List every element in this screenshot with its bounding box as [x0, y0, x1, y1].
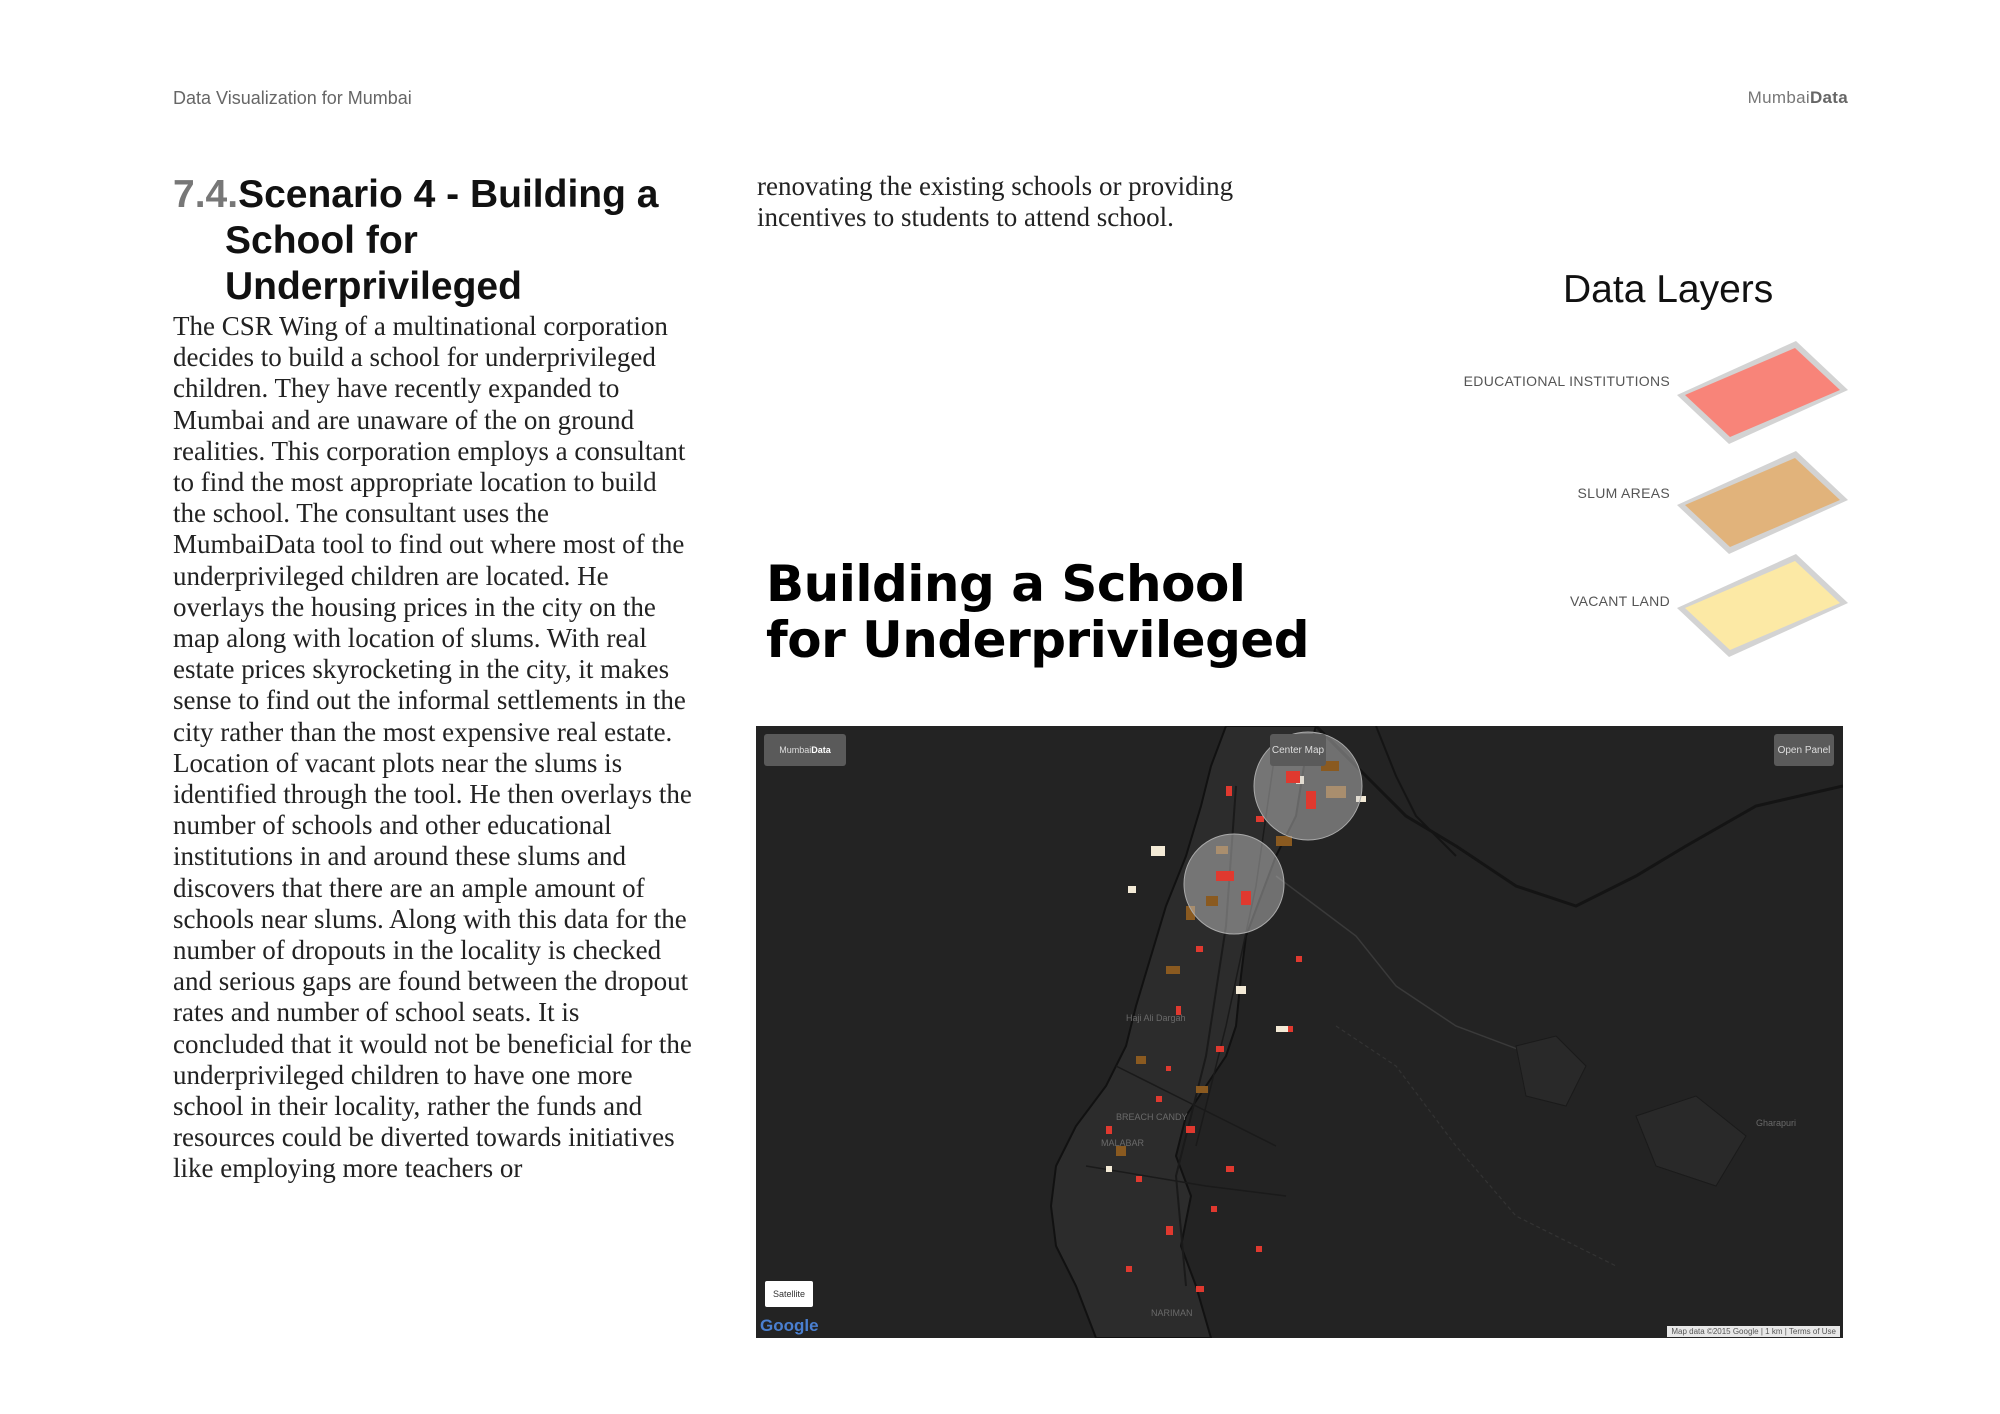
map-place-label: BREACH CANDY [1116, 1112, 1188, 1122]
section-title-line2: School for [225, 219, 418, 262]
feature-title-line2: for Underprivileged [766, 611, 1310, 669]
open-panel-button[interactable]: Open Panel [1774, 734, 1834, 766]
layer-swatch-icon [1675, 548, 1850, 668]
map-place-label: NARIMAN [1151, 1308, 1193, 1318]
map-canvas[interactable] [756, 726, 1843, 1338]
map-place-label: Haji Ali Dargah [1126, 1013, 1186, 1023]
map-place-label: Gharapuri [1756, 1118, 1797, 1128]
layer-swatch-icon [1675, 445, 1850, 565]
layer-swatch-icon [1675, 335, 1850, 455]
center-map-button[interactable]: Center Map [1270, 734, 1326, 766]
section-number: 7.4. [173, 173, 239, 216]
map-logo-prefix: Mumbai [779, 745, 812, 755]
map-place-label: MALABAR [1101, 1138, 1145, 1148]
brand-prefix: Mumbai [1747, 88, 1810, 107]
body-text-column-1: The CSR Wing of a multinational corporation decides to build a school for underprivileged children. They have recently expanded to Mumbai and are unaware of the on ground realities. This corporation employs a consultant to find the most appropriate location to build the school. The consultant uses the MumbaiData tool to find out where most of the underprivileged children are located. He overlays the housing prices in the city on the map along with location of slums. With real estate prices skyrocketing in the city, it makes sense to find out the informal settlements in the city rather than the most expensive real estate. Location of vacant plots near the slums is identified through the tool. He then overlays the number of schools and other educational institutions in and around these slums and discovers that there are an ample amount of schools near slums. Along with this data for the number of dropouts in the locality is checked and serious gaps are found between the dropout rates and number of school seats. It is concluded that it would not be beneficial for the underprivileged children to have one more school in their locality, rather the funds and resources could be diverted towards initiatives like employing more teachers or [173, 311, 692, 1184]
data-layers-title: Data Layers [1563, 268, 1774, 311]
satellite-toggle-button[interactable]: Satellite [765, 1281, 813, 1307]
map-logo-button[interactable] [764, 734, 846, 766]
google-logo: Google [760, 1316, 819, 1335]
map-attribution-footer[interactable]: Map data ©2015 Google | 1 km | Terms of Use [1667, 1326, 1840, 1337]
layer-label: SLUM AREAS [1577, 485, 1670, 501]
layer-label: VACANT LAND [1569, 593, 1670, 609]
feature-title [766, 556, 1326, 668]
map-view[interactable] [756, 726, 1843, 1338]
brand-suffix: Data [1809, 88, 1848, 107]
layer-slum-areas [1380, 445, 1850, 565]
document-header-title: Data Visualization for Mumbai [173, 88, 412, 108]
section-title-line3: Underprivileged [225, 265, 522, 308]
feature-title-line1: Building a School [766, 555, 1246, 613]
body-text-column-2: renovating the existing schools or providing incentives to students to attend school. [757, 171, 1234, 233]
map-logo-suffix: Data [811, 745, 831, 755]
brand-logo [1748, 88, 1848, 108]
layer-label: EDUCATIONAL INSTITUTIONS [1463, 373, 1670, 389]
section-title [173, 172, 693, 310]
layer-vacant-land [1380, 548, 1850, 668]
section-title-line1: Scenario 4 - Building a [238, 173, 659, 216]
layer-educational-institutions [1380, 335, 1850, 455]
